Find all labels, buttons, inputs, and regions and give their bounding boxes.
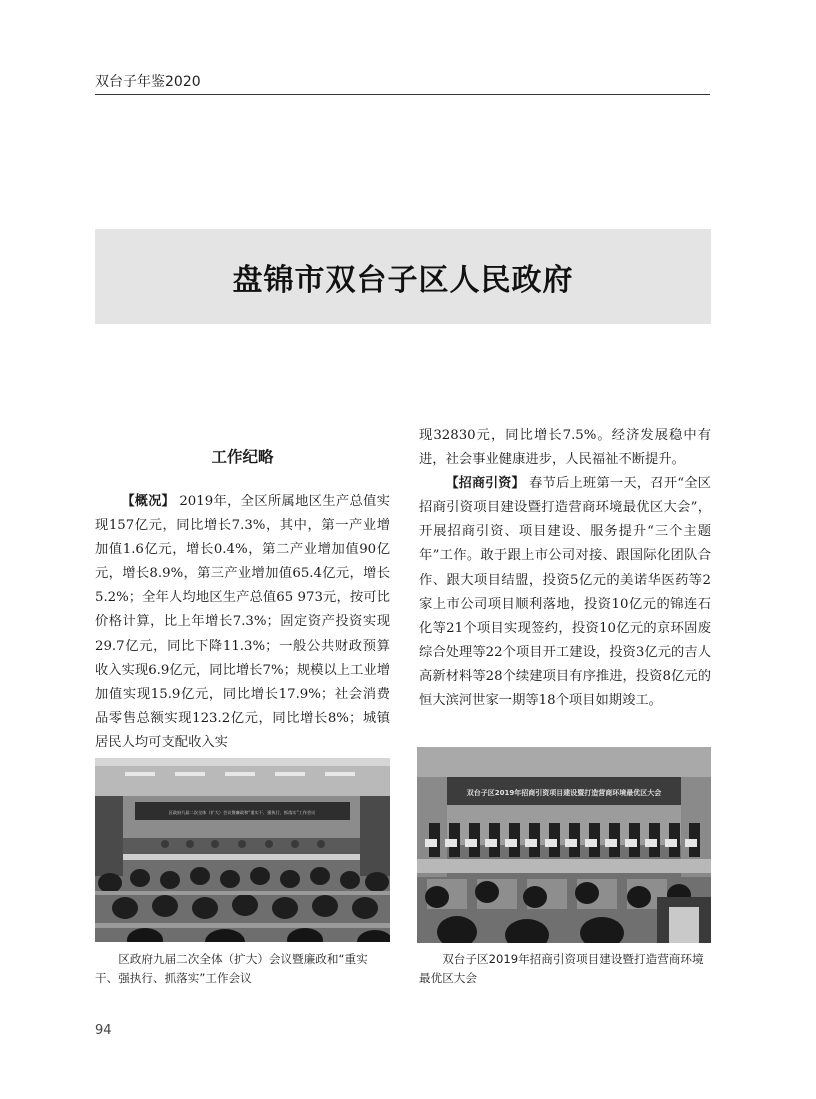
title-banner — [95, 229, 711, 324]
header-divider — [95, 94, 710, 95]
page-number: 94 — [95, 1023, 112, 1038]
overview-text: 2019年，全区所属地区生产总值实现157亿元，同比增长7.3%，其中，第一产业增加值1.6亿元，增长0.4%，第二产业增加值90亿元，增长8.9%，第三产业增加值65.4亿元，增长5.2%；全年人均地区生产总值65 973元，按可比价格计算，比上年增长7.3%；固定资产投资实现29.7亿元，同比下降11.3%；一般公共财政预算收入实现6.9亿元，同比增长7%；规模以上工业增加值实现15.9亿元，同比增长17.9%；社会消费品零售总额实现123.2亿元，同比增长8%；城镇居民人均可支配收入实 — [95, 494, 390, 750]
conference-banner-text: 双台子区2019年招商引资项目建设暨打造营商环境最优区大会 — [466, 789, 662, 797]
meeting-photo-caption: 区政府九届二次全体（扩大）会议暨廉政和“重实干、强执行、抓落实”工作会议 — [95, 952, 368, 985]
meeting-photo — [95, 758, 390, 942]
right-column — [419, 424, 711, 713]
conference-photo — [417, 747, 711, 943]
overview-paragraph — [95, 490, 390, 755]
left-column — [95, 490, 390, 755]
running-header: 双台子年鉴2020 — [95, 74, 201, 90]
overview-tag: 【概况】 — [121, 494, 175, 509]
section-title: 工作纪略 — [211, 448, 274, 466]
meeting-banner-text: 区政府九届二次全体（扩大）会议暨廉政和“重实干、强执行、抓落实”工作会议 — [168, 810, 316, 815]
conference-photo-art — [417, 747, 711, 943]
invest-tag: 【招商引资】 — [445, 476, 525, 492]
page-title: 盘锦市双台子区人民政府 — [232, 262, 574, 298]
overview-continued: 现32830元，同比增长7.5%。经济发展稳中有进，社会事业健康进步，人民福祉不断提升。 — [419, 428, 711, 468]
conference-photo-caption: 双台子区2019年招商引资项目建设暨打造营商环境最优区大会 — [419, 952, 704, 985]
invest-paragraph — [419, 472, 711, 713]
meeting-photo-art — [95, 758, 390, 942]
invest-text: 春节后上班第一天，召开“全区招商引资项目建设暨打造营商环境最优区大会”，开展招商引资、项目建设、服务提升“三个主题年”工作。敢于跟上市公司对接、跟国际化团队合作、跟大项目结盟，投资5亿元的美诺华医药等2家上市公司项目顺利落地，投资10亿元的锦连石化等21个项目实现签约，投资10亿元的京环固废综合处理等22个项目开工建设，投资3亿元的吉人高新材料等28个续建项目有序推进，投资8亿元的恒大滨河世家一期等18个项目如期竣工。 — [419, 476, 711, 709]
